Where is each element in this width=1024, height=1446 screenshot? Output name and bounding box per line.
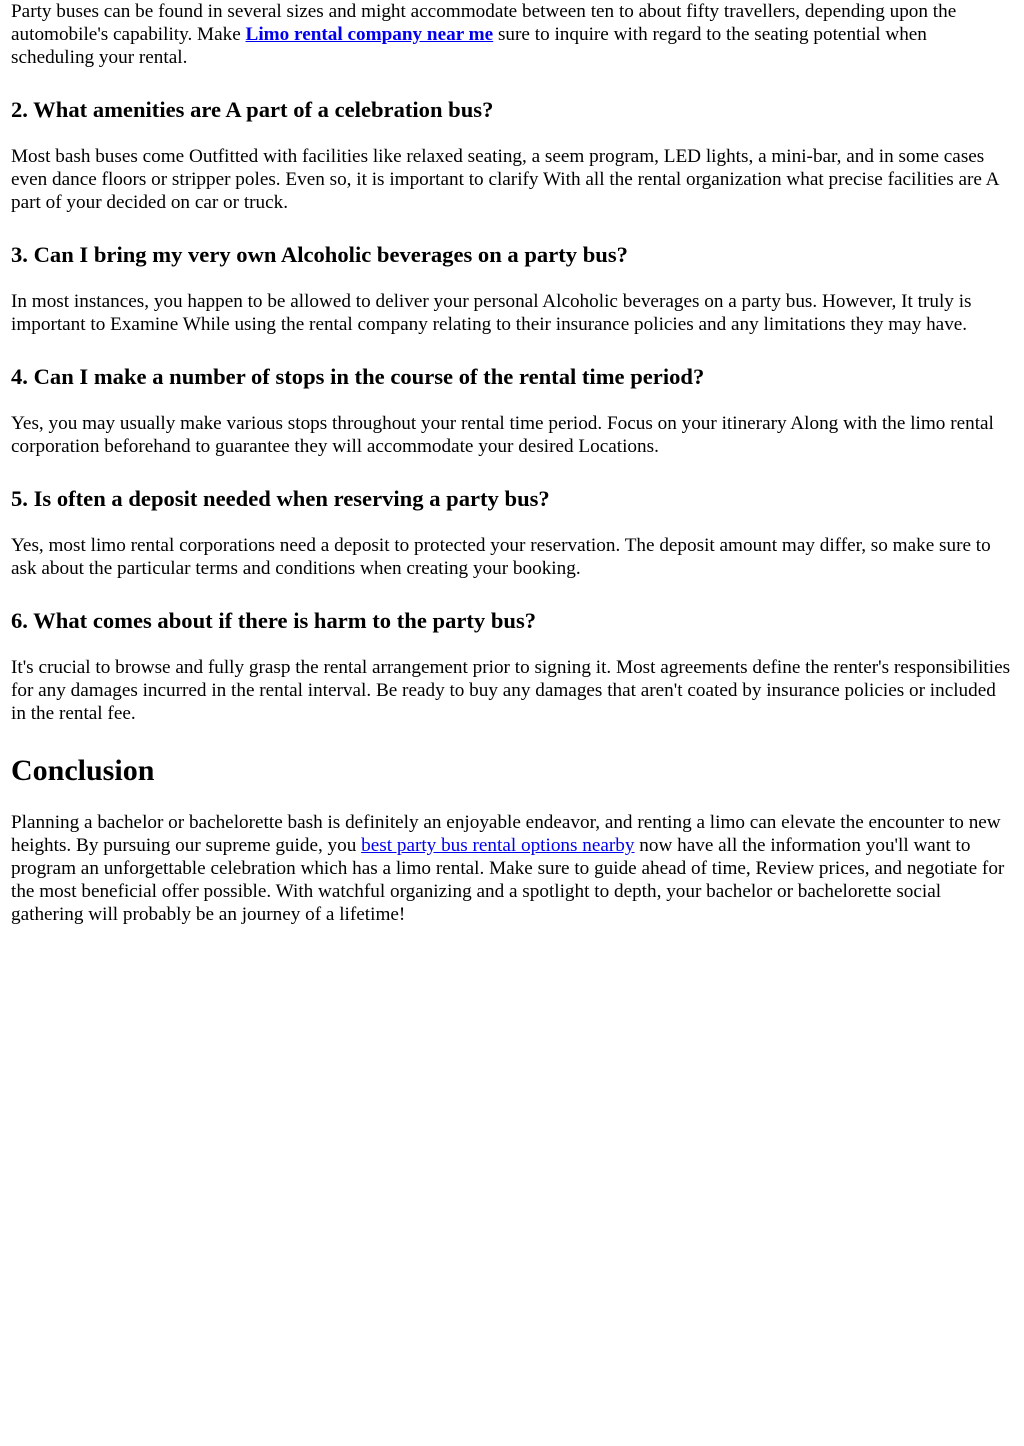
section-2-heading: 2. What amenities are A part of a celebration bus? [11,97,494,122]
conclusion-heading: Conclusion [11,754,155,787]
section-6-body: It's crucial to browse and fully grasp the rental arrangement prior to signing it. Most agreements define the renter's responsibilities for any damages incurred in the rental interval. Be ready to buy any damages that aren't coated by insurance policies or included in the rental fee. [11,657,1011,724]
section-3-body: In most instances, you happen to be allowed to deliver your personal Alcoholic beverages on a party bus. However, It truly is important to Examine While using the rental company relating to their insurance policies and any limitations they may have. [11,291,972,335]
section-5-heading: 5. Is often a deposit needed when reserving a party bus? [11,486,550,511]
conclusion-text-after: now have all the information you'll want to program an unforgettable celebration which has a limo rental. Make sure to guide ahead of time, Review prices, and negotiate for the most beneficial offer possible. With watchful organizing and a spotlight to depth, your bachelor or bachelorette social gathering will probably be an journey of a lifetime! [11,835,1005,925]
section-4-heading: 4. Can I make a number of stops in the course of the rental time period? [11,364,705,389]
intro-text-before: Party buses can be found in several sizes and might accommodate between ten to about fifty travellers, depending upon the automobile's capability. Make [11,1,957,45]
section-2-body: Most bash buses come Outfitted with facilities like relaxed seating, a seem program, LED lights, a mini-bar, and in some cases even dance floors or stripper poles. Even so, it is important to clarify With all the rental organization what precise facilities are A part of your decided on car or truck. [11,146,999,213]
section-4-body: Yes, you may usually make various stops throughout your rental time period. Focus on your itinerary Along with the limo rental corporation beforehand to guarantee they will accommodate your desired Locations. [11,413,994,457]
conclusion-paragraph [11,811,1014,926]
intro-text-after: sure to inquire with regard to the seating potential when scheduling your rental. [11,24,927,68]
limo-rental-company-link[interactable]: Limo rental company near me [245,24,494,45]
section-3-heading: 3. Can I bring my very own Alcoholic beverages on a party bus? [11,242,628,267]
intro-paragraph [11,0,1014,69]
best-party-bus-rental-link[interactable]: best party bus rental options nearby [361,835,635,856]
section-5-body: Yes, most limo rental corporations need a deposit to protected your reservation. The deposit amount may differ, so make sure to ask about the particular terms and conditions when creating your booking. [11,535,991,579]
conclusion-text-before: Planning a bachelor or bachelorette bash is definitely an enjoyable endeavor, and renting a limo can elevate the encounter to new heights. By pursuing our supreme guide, you [11,812,1001,856]
section-6-heading: 6. What comes about if there is harm to the party bus? [11,608,537,633]
